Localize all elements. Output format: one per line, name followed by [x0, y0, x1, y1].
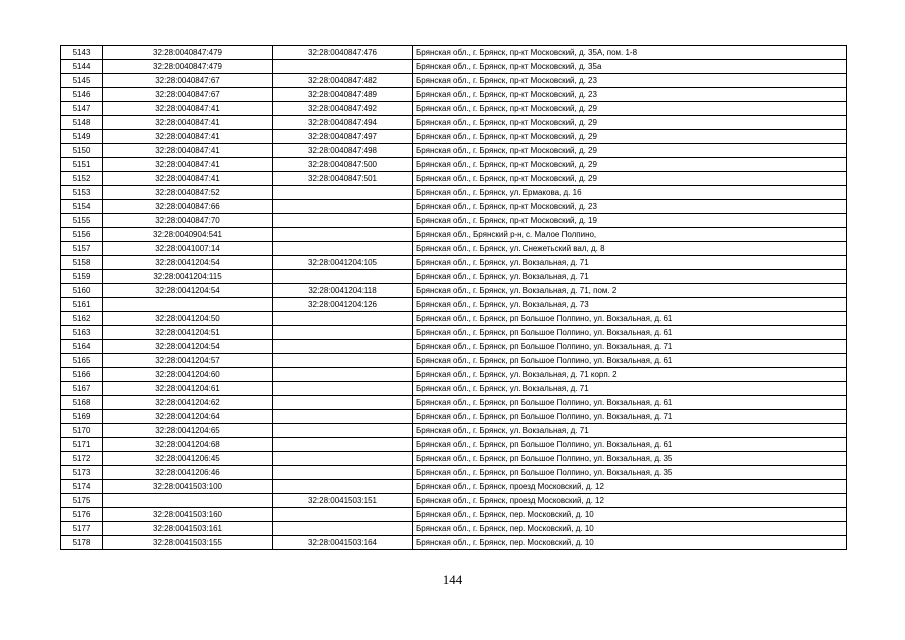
row-number-cell: 5175 [61, 494, 103, 508]
cadastral-number-cell: 32:28:0040904:541 [103, 228, 273, 242]
row-number-cell: 5171 [61, 438, 103, 452]
address-cell: Брянская обл., г. Брянск, пр-кт Московский, д. 35А, пом. 1-8 [413, 46, 847, 60]
row-number-cell: 5163 [61, 326, 103, 340]
row-number-cell: 5174 [61, 480, 103, 494]
cadastral-number-cell: 32:28:0041204:54 [103, 340, 273, 354]
related-cadastral-cell: 32:28:0041204:126 [273, 298, 413, 312]
table-row [61, 494, 847, 508]
table-row [61, 284, 847, 298]
row-number-cell: 5160 [61, 284, 103, 298]
cadastral-number-cell: 32:28:0041007:14 [103, 242, 273, 256]
cadastral-number-cell: 32:28:0040847:41 [103, 158, 273, 172]
table-row [61, 60, 847, 74]
table-row [61, 228, 847, 242]
table-row [61, 508, 847, 522]
row-number-cell: 5161 [61, 298, 103, 312]
row-number-cell: 5178 [61, 536, 103, 550]
row-number-cell: 5150 [61, 144, 103, 158]
row-number-cell: 5165 [61, 354, 103, 368]
cadastral-number-cell: 32:28:0040847:479 [103, 60, 273, 74]
related-cadastral-cell: 32:28:0040847:482 [273, 74, 413, 88]
table-row [61, 88, 847, 102]
row-number-cell: 5146 [61, 88, 103, 102]
cadastral-number-cell: 32:28:0041503:100 [103, 480, 273, 494]
address-cell: Брянская обл., г. Брянск, пр-кт Московский, д. 19 [413, 214, 847, 228]
row-number-cell: 5144 [61, 60, 103, 74]
address-cell: Брянская обл., г. Брянск, ул. Вокзальная, д. 71 корп. 2 [413, 368, 847, 382]
table-row [61, 172, 847, 186]
address-cell: Брянская обл., г. Брянск, пр-кт Московский, д. 29 [413, 102, 847, 116]
related-cadastral-cell [273, 438, 413, 452]
table-row [61, 410, 847, 424]
row-number-cell: 5168 [61, 396, 103, 410]
row-number-cell: 5149 [61, 130, 103, 144]
cadastral-number-cell: 32:28:0040847:41 [103, 116, 273, 130]
cadastral-number-cell: 32:28:0041503:161 [103, 522, 273, 536]
cadastral-number-cell: 32:28:0041204:51 [103, 326, 273, 340]
table-row [61, 522, 847, 536]
cadastral-number-cell: 32:28:0041204:62 [103, 396, 273, 410]
row-number-cell: 5170 [61, 424, 103, 438]
related-cadastral-cell [273, 368, 413, 382]
row-number-cell: 5152 [61, 172, 103, 186]
cadastral-number-cell: 32:28:0041206:45 [103, 452, 273, 466]
table-row [61, 200, 847, 214]
table-row [61, 452, 847, 466]
address-cell: Брянская обл., г. Брянск, пр-кт Московский, д. 23 [413, 74, 847, 88]
cadastral-number-cell: 32:28:0041204:50 [103, 312, 273, 326]
address-cell: Брянская обл., г. Брянск, ул. Вокзальная, д. 71 [413, 382, 847, 396]
related-cadastral-cell [273, 186, 413, 200]
address-cell: Брянская обл., г. Брянск, пр-кт Московский, д. 29 [413, 130, 847, 144]
cadastral-number-cell: 32:28:0041503:155 [103, 536, 273, 550]
row-number-cell: 5143 [61, 46, 103, 60]
cadastral-number-cell: 32:28:0040847:67 [103, 88, 273, 102]
row-number-cell: 5147 [61, 102, 103, 116]
row-number-cell: 5157 [61, 242, 103, 256]
row-number-cell: 5151 [61, 158, 103, 172]
cadastral-number-cell: 32:28:0040847:70 [103, 214, 273, 228]
address-cell: Брянская обл., г. Брянск, рп Большое Полпино, ул. Вокзальная, д. 61 [413, 354, 847, 368]
address-cell: Брянская обл., г. Брянск, рп Большое Полпино, ул. Вокзальная, д. 35 [413, 466, 847, 480]
cadastral-number-cell: 32:28:0041503:160 [103, 508, 273, 522]
related-cadastral-cell [273, 214, 413, 228]
row-number-cell: 5148 [61, 116, 103, 130]
table-row [61, 312, 847, 326]
related-cadastral-cell [273, 270, 413, 284]
address-cell: Брянская обл., г. Брянск, ул. Вокзальная, д. 73 [413, 298, 847, 312]
table-row [61, 186, 847, 200]
table-row [61, 354, 847, 368]
cadastral-number-cell: 32:28:0040847:41 [103, 144, 273, 158]
address-cell: Брянская обл., г. Брянск, проезд Московский, д. 12 [413, 480, 847, 494]
related-cadastral-cell [273, 242, 413, 256]
address-cell: Брянская обл., г. Брянск, ул. Снежетьский вал, д. 8 [413, 242, 847, 256]
address-cell: Брянская обл., г. Брянск, ул. Вокзальная, д. 71, пом. 2 [413, 284, 847, 298]
address-cell: Брянская обл., г. Брянск, рп Большое Полпино, ул. Вокзальная, д. 61 [413, 396, 847, 410]
address-cell: Брянская обл., г. Брянск, рп Большое Полпино, ул. Вокзальная, д. 71 [413, 410, 847, 424]
cadastral-number-cell: 32:28:0041204:64 [103, 410, 273, 424]
related-cadastral-cell [273, 382, 413, 396]
address-cell: Брянская обл., г. Брянск, рп Большое Полпино, ул. Вокзальная, д. 35 [413, 452, 847, 466]
related-cadastral-cell: 32:28:0040847:501 [273, 172, 413, 186]
address-cell: Брянская обл., г. Брянск, пр-кт Московский, д. 29 [413, 158, 847, 172]
address-cell: Брянская обл., г. Брянск, проезд Московский, д. 12 [413, 494, 847, 508]
related-cadastral-cell [273, 452, 413, 466]
table-row [61, 130, 847, 144]
table-row [61, 326, 847, 340]
address-cell: Брянская обл., г. Брянск, рп Большое Полпино, ул. Вокзальная, д. 61 [413, 326, 847, 340]
cadastral-number-cell: 32:28:0040847:41 [103, 102, 273, 116]
page-number: 144 [442, 572, 463, 587]
related-cadastral-cell [273, 410, 413, 424]
related-cadastral-cell [273, 466, 413, 480]
cadastral-number-cell: 32:28:0041204:61 [103, 382, 273, 396]
cadastral-number-cell [103, 494, 273, 508]
related-cadastral-cell [273, 200, 413, 214]
address-cell: Брянская обл., г. Брянск, ул. Вокзальная, д. 71 [413, 270, 847, 284]
table-row [61, 382, 847, 396]
row-number-cell: 5177 [61, 522, 103, 536]
related-cadastral-cell [273, 396, 413, 410]
row-number-cell: 5153 [61, 186, 103, 200]
related-cadastral-cell [273, 354, 413, 368]
table-row [61, 438, 847, 452]
table-row [61, 298, 847, 312]
table-row [61, 368, 847, 382]
related-cadastral-cell: 32:28:0041503:151 [273, 494, 413, 508]
table-row [61, 340, 847, 354]
table-row [61, 396, 847, 410]
row-number-cell: 5154 [61, 200, 103, 214]
related-cadastral-cell: 32:28:0040847:498 [273, 144, 413, 158]
cadastral-number-cell: 32:28:0041206:46 [103, 466, 273, 480]
address-cell: Брянская обл., г. Брянск, пр-кт Московский, д. 29 [413, 144, 847, 158]
address-cell: Брянская обл., г. Брянск, рп Большое Полпино, ул. Вокзальная, д. 61 [413, 312, 847, 326]
table-body [61, 46, 847, 550]
row-number-cell: 5156 [61, 228, 103, 242]
cadastral-number-cell: 32:28:0041204:57 [103, 354, 273, 368]
address-cell: Брянская обл., г. Брянск, пр-кт Московский, д. 23 [413, 200, 847, 214]
address-cell: Брянская обл., г. Брянск, пр-кт Московский, д. 35а [413, 60, 847, 74]
row-number-cell: 5164 [61, 340, 103, 354]
related-cadastral-cell: 32:28:0041204:118 [273, 284, 413, 298]
cadastral-number-cell: 32:28:0041204:68 [103, 438, 273, 452]
related-cadastral-cell: 32:28:0041204:105 [273, 256, 413, 270]
table-row [61, 144, 847, 158]
related-cadastral-cell [273, 522, 413, 536]
cadastral-number-cell: 32:28:0040847:67 [103, 74, 273, 88]
related-cadastral-cell: 32:28:0040847:489 [273, 88, 413, 102]
related-cadastral-cell: 32:28:0040847:500 [273, 158, 413, 172]
cadastral-number-cell: 32:28:0040847:41 [103, 130, 273, 144]
row-number-cell: 5155 [61, 214, 103, 228]
cadastral-number-cell: 32:28:0041204:115 [103, 270, 273, 284]
related-cadastral-cell [273, 480, 413, 494]
related-cadastral-cell [273, 424, 413, 438]
row-number-cell: 5169 [61, 410, 103, 424]
related-cadastral-cell: 32:28:0041503:164 [273, 536, 413, 550]
table-row [61, 116, 847, 130]
cadastral-number-cell [103, 298, 273, 312]
table-row [61, 256, 847, 270]
row-number-cell: 5145 [61, 74, 103, 88]
address-cell: Брянская обл., Брянский р-н, с. Малое Полпино, [413, 228, 847, 242]
table-row [61, 270, 847, 284]
address-cell: Брянская обл., г. Брянск, рп Большое Полпино, ул. Вокзальная, д. 61 [413, 438, 847, 452]
cadastral-number-cell: 32:28:0040847:52 [103, 186, 273, 200]
cadastral-table [60, 45, 847, 550]
table-row [61, 466, 847, 480]
row-number-cell: 5162 [61, 312, 103, 326]
table-row [61, 242, 847, 256]
address-cell: Брянская обл., г. Брянск, пр-кт Московский, д. 29 [413, 116, 847, 130]
cadastral-number-cell: 32:28:0041204:54 [103, 256, 273, 270]
table-row [61, 46, 847, 60]
address-cell: Брянская обл., г. Брянск, пер. Московский, д. 10 [413, 536, 847, 550]
related-cadastral-cell: 32:28:0040847:494 [273, 116, 413, 130]
cadastral-number-cell: 32:28:0040847:41 [103, 172, 273, 186]
table-row [61, 74, 847, 88]
related-cadastral-cell [273, 60, 413, 74]
address-cell: Брянская обл., г. Брянск, пр-кт Московский, д. 29 [413, 172, 847, 186]
row-number-cell: 5167 [61, 382, 103, 396]
cadastral-number-cell: 32:28:0041204:54 [103, 284, 273, 298]
cadastral-number-cell: 32:28:0040847:479 [103, 46, 273, 60]
row-number-cell: 5176 [61, 508, 103, 522]
related-cadastral-cell: 32:28:0040847:497 [273, 130, 413, 144]
row-number-cell: 5159 [61, 270, 103, 284]
table-row [61, 214, 847, 228]
cadastral-number-cell: 32:28:0040847:66 [103, 200, 273, 214]
table-row [61, 424, 847, 438]
cadastral-number-cell: 32:28:0041204:60 [103, 368, 273, 382]
cadastral-number-cell: 32:28:0041204:65 [103, 424, 273, 438]
row-number-cell: 5166 [61, 368, 103, 382]
table-row [61, 480, 847, 494]
table-row [61, 536, 847, 550]
related-cadastral-cell [273, 312, 413, 326]
related-cadastral-cell [273, 228, 413, 242]
table-row [61, 102, 847, 116]
related-cadastral-cell [273, 326, 413, 340]
related-cadastral-cell [273, 340, 413, 354]
address-cell: Брянская обл., г. Брянск, ул. Вокзальная, д. 71 [413, 256, 847, 270]
row-number-cell: 5173 [61, 466, 103, 480]
address-cell: Брянская обл., г. Брянск, пер. Московский, д. 10 [413, 522, 847, 536]
table-row [61, 158, 847, 172]
row-number-cell: 5158 [61, 256, 103, 270]
related-cadastral-cell: 32:28:0040847:492 [273, 102, 413, 116]
address-cell: Брянская обл., г. Брянск, ул. Вокзальная, д. 71 [413, 424, 847, 438]
address-cell: Брянская обл., г. Брянск, пер. Московский, д. 10 [413, 508, 847, 522]
related-cadastral-cell [273, 508, 413, 522]
address-cell: Брянская обл., г. Брянск, рп Большое Полпино, ул. Вокзальная, д. 71 [413, 340, 847, 354]
address-cell: Брянская обл., г. Брянск, ул. Ермакова, д. 16 [413, 186, 847, 200]
row-number-cell: 5172 [61, 452, 103, 466]
address-cell: Брянская обл., г. Брянск, пр-кт Московский, д. 23 [413, 88, 847, 102]
related-cadastral-cell: 32:28:0040847:476 [273, 46, 413, 60]
